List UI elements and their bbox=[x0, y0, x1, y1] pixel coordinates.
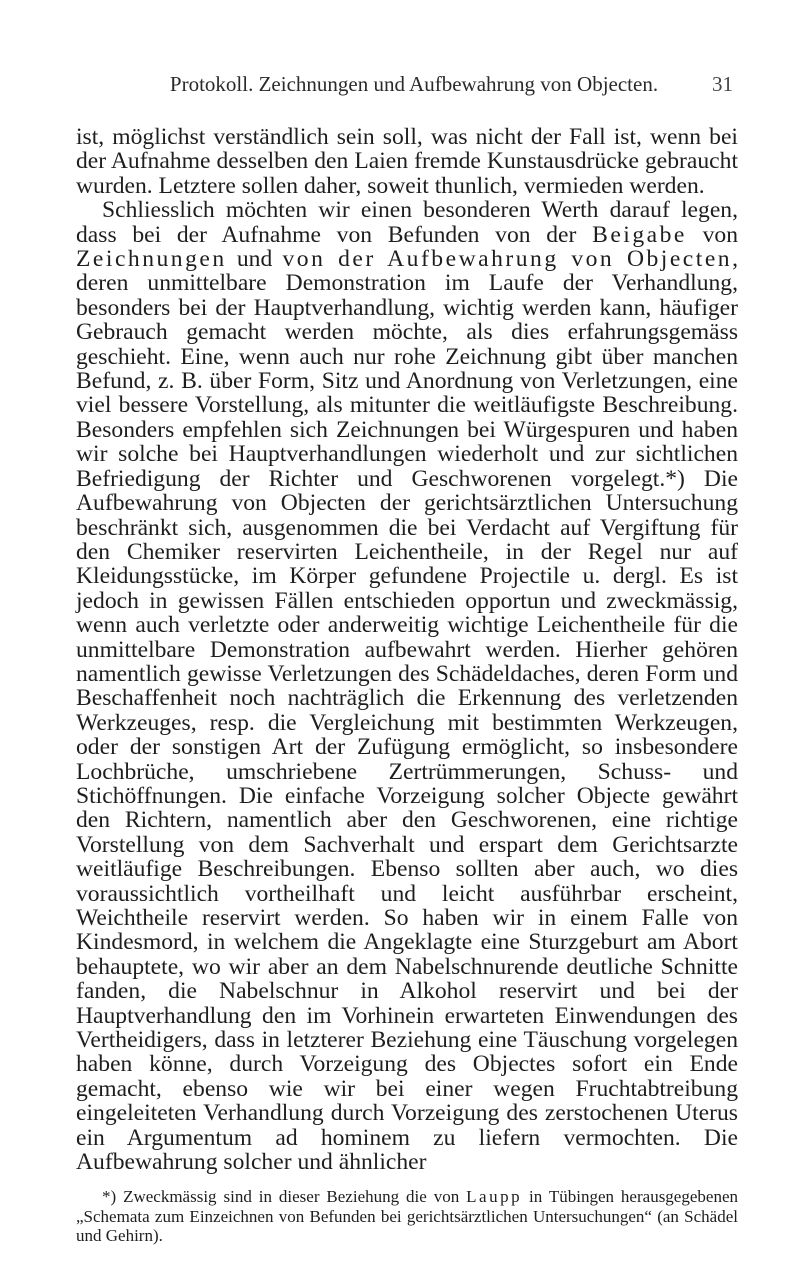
running-head bbox=[143, 72, 733, 102]
main-text bbox=[76, 125, 738, 1174]
paragraph-2-text-d: , deren unmittelbare Demonstration im Laufe der Verhandlung, besonders bei der Hauptverhandlung, wichtig werden kann, häufiger Gebrauch gemacht werden möchte, als dies erfahrungsgemäss geschieht. Eine, wenn auch nur rohe Zeichnung gibt über manchen Befund, z. B. über Form, Sitz und Anordnung von Verletzungen, eine viel bessere Vorstellung, als mitunter die weitläufigste Beschreibung. Besonders empfehlen sich Zeichnungen bei Würgespuren und haben wir solche bei Hauptverhandlungen wiederholt und zur sichtlichen Befriedigung der Richter und Geschworenen vorgelegt.*) Die Aufbewahrung von Objecten der gerichtsärztlichen Untersuchung beschränkt sich, ausgenommen die bei Verdacht auf Vergiftung für den Chemiker reservirten Leichentheile, in der Regel nur auf Kleidungsstücke, im Körper gefundene Projectile u. dergl. Es ist jedoch in gewissen Fällen entschieden opportun und zweckmässig, wenn auch verletzte oder anderweitig wichtige Leichentheile für die unmittelbare Demonstration aufbewahrt werden. Hierher gehören namentlich gewisse Verletzungen des Schädeldaches, deren Form und Beschaffenheit noch nachträglich die Erkennung des verletzenden Werkzeuges, resp. die Vergleichung mit bestimmten Werkzeugen, oder der sonstigen Art der Zufügung ermöglicht, so insbesondere Lochbrüche, umschriebene Zertrümmerungen, Schuss- und Stichöffnungen. Die einfache Vorzeigung solcher Objecte gewährt den Richtern, namentlich aber den Geschworenen, eine richtige Vorstellung von dem Sachverhalt und erspart dem Gerichtsarzte weitläufige Beschreibungen. Ebenso sollten aber auch, wo dies voraussichtlich vortheilhaft und leicht ausführbar erscheint, Weichtheile reservirt werden. So haben wir in einem Falle von Kindesmord, in welchem die Angeklagte eine Sturzgeburt am Abort behauptete, wo wir aber an dem Nabelschnurende deutliche Schnitte fanden, die Nabelschnur in Alkohol reservirt und bei der Hauptverhandlung den im Vorhinein erwarteten Einwendungen des Vertheidigers, dass in letzterer Beziehung eine Täuschung vorgelegen haben könne, durch Vorzeigung des Objectes sofort ein Ende gemacht, ebenso wie wir bei einer wegen Fruchtabtreibung eingeleiteten Verhandlung durch Vorzeigung des zerstochenen Uterus ein Argumentum ad hominem zu liefern vermochten. Die Aufbewahrung solcher und ähnlicher bbox=[76, 246, 739, 1176]
paragraph-2-text-c: und bbox=[226, 246, 283, 273]
emphasis-beigabe: Beigabe bbox=[592, 221, 687, 248]
running-title: Protokoll. Zeichnungen und Aufbewahrung von Objecten. bbox=[169, 72, 659, 96]
footnote-text bbox=[76, 1187, 738, 1246]
footnote-name: Laupp bbox=[466, 1187, 523, 1206]
footnote-text-a: *) Zweckmässig sind in dieser Beziehung die von bbox=[102, 1187, 467, 1206]
paragraph-1: ist, möglichst verständlich sein soll, was nicht der Fall ist, wenn bei der Aufnahme desselben den Laien fremde Kunstausdrücke gebraucht wurden. Letztere sollen daher, soweit thunlich, vermieden werden. bbox=[76, 124, 738, 199]
footnote bbox=[76, 1187, 738, 1246]
footnote-text-b: in Tübingen herausgegebenen „Schemata zum Einzeichnen von Befunden bei gerichtsärztlichen Untersuchungen“ (an Schädel und Gehirn). bbox=[76, 1187, 738, 1245]
page-number: 31 bbox=[712, 72, 733, 96]
paragraph-2-text-a: Schliesslich möchten wir einen besonderen Werth darauf legen, dass bei der Aufnahme von Befunden von der bbox=[76, 197, 738, 248]
paragraph-2 bbox=[76, 198, 738, 1174]
emphasis-aufbewahrung: von der Aufbewahrung von Objecten bbox=[282, 246, 733, 273]
paragraph-2-text-b: von bbox=[686, 221, 738, 248]
emphasis-zeichnungen: Zeichnungen bbox=[76, 246, 227, 273]
